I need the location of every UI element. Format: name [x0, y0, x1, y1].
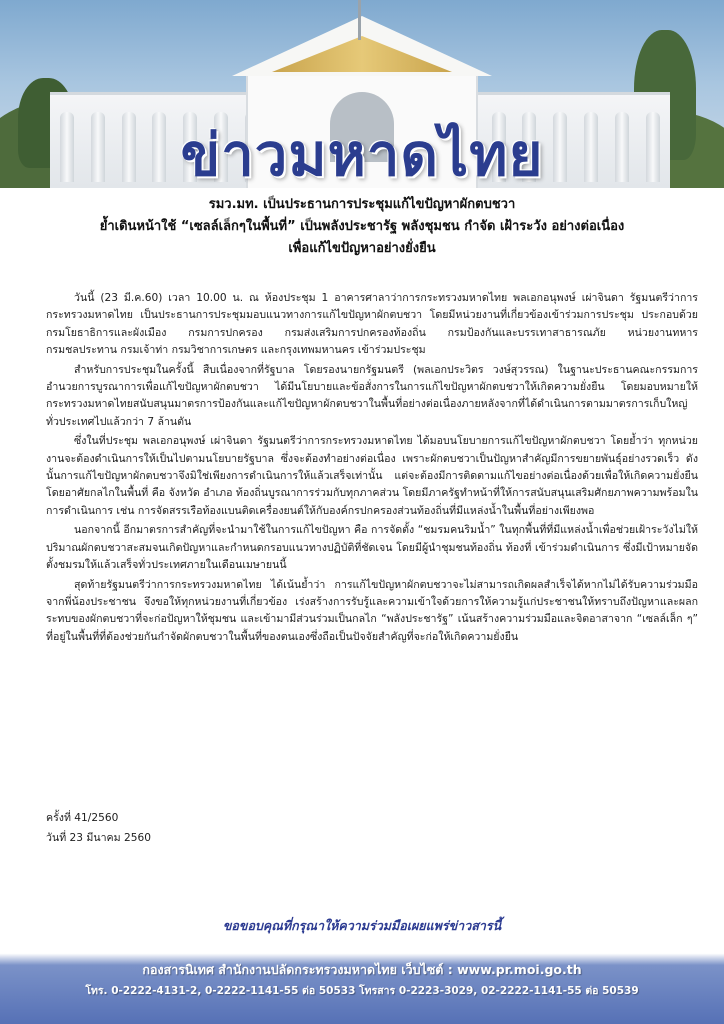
headline-line-1: รมว.มท. เป็นประธานการประชุมแก้ไขปัญหาผักตบชวา: [208, 197, 516, 212]
body-paragraph-1: วันนี้ (23 มี.ค.60) เวลา 10.00 น. ณ ห้องประชุม 1 อาคารศาลาว่าการกระทรวงมหาดไทย พลเอกอนุพงษ์ เผ่าจินดา รัฐมนตรีว่าการกระทรวงมหาดไทย เป็นประธานการประชุมมอบแนวทางการแก้ไขปัญหาผักตบชวา โดยมีหน่วยงานที่เกี่ยวข้องเข้าร่วมการประชุม ประกอบด้วย กรมโยธาธิการและผังเมือง กรมการปกครอง กรมส่งเสริมการปกครองท้องถิ่น กรมป้องกันและบรรเทาสาธารณภัย หน่วยงานทหาร กรมชลประทาน กรมเจ้าท่า กรมวิชาการเกษตร และกรุงเทพมหานคร เข้าร่วมประชุม: [46, 292, 698, 357]
issue-date: วันที่ 23 มีนาคม 2560: [46, 832, 151, 844]
body-paragraph-4: นอกจากนี้ อีกมาตรการสำคัญที่จะนำมาใช้ในการแก้ไขปัญหา คือ การจัดตั้ง “ชมรมคนริมน้ำ” ในทุกพื้นที่ที่มีแหล่งน้ำเพื่อช่วยเฝ้าระวังไม่ให้ปริมาณผักตบชวาสะสมจนเกิดปัญหาและกำหนดกรอบแนวทางปฏิบัติที่ชัดเจน โดยมีผู้นำชุมชนท้องถิ่น ท้องที่ เข้าร่วมดำเนินการ ซึ่งมีเป้าหมายจัดตั้งชมรมให้แล้วเสร็จทั่วประเทศภายในเดือนเมษายนนี้: [46, 524, 698, 572]
body-paragraph-2: สำหรับการประชุมในครั้งนี้ สืบเนื่องจากที่รัฐบาล โดยรองนายกรัฐมนตรี (พลเอกประวิตร วงษ์สุวรรณ) ในฐานะประธานคณะกรรมการอำนวยการบูรณาการเพื่อแก้ไขปัญหาผักตบชวา ได้มีนโยบายและข้อสั่งการในการแก้ไขปัญหาผักตบชวาให้เกิดความยั่งยืน โดยมอบหมายให้กระทรวงมหาดไทยสนับสนุนมาตรการป้องกันและแก้ไขปัญหาผักตบชวาในพื้นที่อย่างต่อเนื่องภายหลังจากที่ได้ดำเนินการตามมาตรการเก็บใหญ่ทั่วประเทศไปแล้วกว่า 7 ล้านตัน: [46, 363, 698, 428]
news-headline: [40, 194, 684, 260]
issue-info: [46, 808, 151, 848]
footer-bar: [0, 940, 724, 1024]
header-banner: [0, 0, 724, 188]
newsletter-title: ข่าวมหาดไทย: [180, 121, 544, 188]
news-body: [46, 290, 698, 648]
flagpole: [358, 0, 361, 40]
issue-number: ครั้งที่ 41/2560: [46, 812, 119, 824]
body-paragraph-5: สุดท้ายรัฐมนตรีว่าการกระทรวงมหาดไทย ได้เน้นย้ำว่า การแก้ไขปัญหาผักตบชวาจะไม่สามารถเกิดผลสำเร็จได้หากไม่ได้รับความร่วมมือจากพี่น้องประชาชน จึงขอให้ทุกหน่วยงานที่เกี่ยวข้อง เร่งสร้างการรับรู้และความเข้าใจด้วยการให้ความรู้แก่ประชาชนให้ทราบถึงปัญหาและผลกระทบของผักตบชวาที่จะก่อปัญหาให้ชุมชน และเข้ามามีส่วนร่วมเป็นกลไก “พลังประชารัฐ” เน้นสร้างความร่วมมือและจิตอาสาจาก “เซลล์เล็ก ๆ” ที่อยู่ในพื้นที่ที่ต้องช่วยกันกำจัดผักตบชวาในพื้นที่ของตนเองซึ่งถือเป็นปัจจัยสำคัญที่จะก่อให้เกิดความยั่งยืน: [46, 578, 698, 643]
body-paragraph-3: ซึ่งในที่ประชุม พลเอกอนุพงษ์ เผ่าจินดา รัฐมนตรีว่าการกระทรวงมหาดไทย ได้มอบนโยบายการแก้ไขปัญหาผักตบชวา โดยย้ำว่า ทุกหน่วยงานจะต้องดำเนินการให้เป็นไปตามนโยบายรัฐบาล ซึ่งจะต้องทำอย่างต่อเนื่อง เพราะผักตบชวาเป็นปัญหาสำคัญมีการขยายพันธุ์อย่างรวดเร็ว ดังนั้นการแก้ไขปัญหาผักตบชวาจึงมิใช่เพียงการดำเนินการให้แล้วเสร็จเท่านั้น แต่จะต้องมีการติดตามแก้ไขอย่างต่อเนื่องด้วยเพื่อให้เกิดความยั่งยืน โดยอาศัยกลไกในพื้นที่ คือ จังหวัด อำเภอ ท้องถิ่นบูรณาการร่วมกับทุกภาคส่วน โดยมีภาครัฐทำหน้าที่ให้การสนับสนุนเสริมศักยภาพความพร้อมในการดำเนินการ เช่น การจัดสรรเรือท้องแบนติดเครื่องยนต์ให้กับองค์กรปกครองส่วนท้องถิ่นที่มีแหล่งน้ำในพื้นที่อย่างเพียงพอ: [46, 435, 698, 517]
thanks-note: ขอขอบคุณที่กรุณาให้ความร่วมมือเผยแพร่ข่าวสารนี้: [222, 918, 502, 933]
footer-organization: กองสารนิเทศ สำนักงานปลัดกระทรวงมหาดไทย เว็บไซต์ : www.pr.moi.go.th: [142, 962, 582, 977]
headline-line-3: เพื่อแก้ไขปัญหาอย่างยั่งยืน: [288, 241, 436, 256]
footer-contacts: โทร. 0-2222-4131-2, 0-2222-1141-55 ต่อ 50533 โทรสาร 0-2223-3029, 02-2222-1141-55 ต่อ 50539: [85, 985, 639, 997]
headline-line-2: ย้ำเดินหน้าใช้ “เซลล์เล็กๆในพื้นที่” เป็นพลังประชารัฐ พลังชุมชน กำจัด เฝ้าระวัง อย่างต่อเนื่อง: [99, 219, 625, 234]
